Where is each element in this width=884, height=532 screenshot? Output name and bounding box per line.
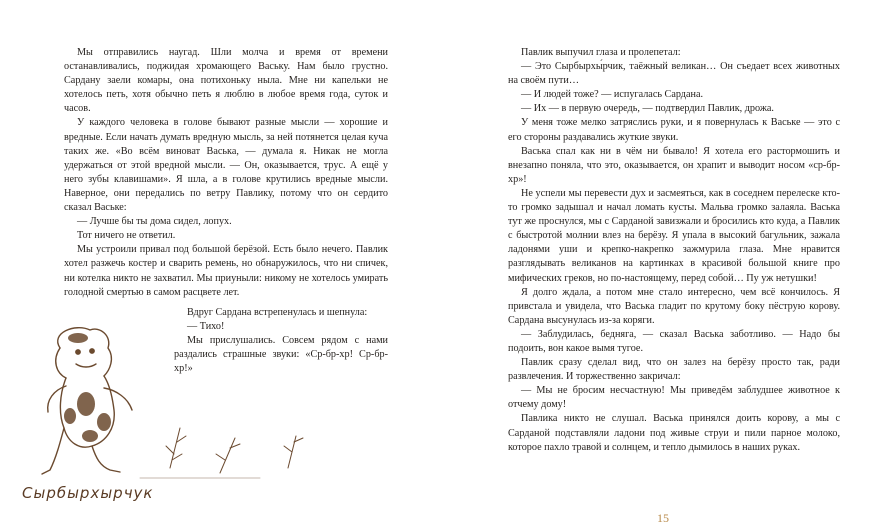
paragraph: У каждого человека в голове бывают разные мысли — хорошие и вредные. Если начать думать вредную мысль, за ней потянется целая куча таких же. «Во всём виноват Васька, — думала я. Никак не могла удержаться от этой вредной мысли. — Он, оказывается, трус. А ещё у него зубы клавишами». Я шла, а в голове крутились вредные мысли. Наверное, они передались по ветру Павлику, потому что он сердито сказал Ваське:	[64, 117, 388, 214]
paragraph: Тот ничего не ответил.	[77, 230, 176, 242]
right-text-column	[508, 46, 840, 455]
paragraph: У меня тоже мелко затряслись руки, и я повернулась к Ваське — это с его стороны раздавались жуткие звуки.	[508, 117, 840, 143]
paragraph: — И людей тоже? — испугалась Сардана.	[521, 89, 704, 101]
paragraph: — Тихо!	[187, 321, 225, 333]
page-number: 15	[657, 511, 669, 525]
illustration-caption: Сырбырхырчук	[22, 484, 154, 502]
right-page	[442, 0, 884, 532]
paragraph: — Мы не бросим несчастную! Мы приведём заблудшее животное к отчему дому!	[508, 385, 840, 411]
paragraph: Павлика никто не слушал. Васька принялся доить корову, а мы с Сарданой подставляли ладони под живые струи и пили парное молоко, которое пахло травой и солнцем, и тепло дымилось в наших руках.	[508, 413, 840, 453]
grass-sprigs-icon	[140, 428, 303, 478]
paragraph: Павлик выпучил глаза и пролепетал:	[521, 47, 681, 58]
paragraph: — Это Сырбырхы́рчик, таёжный великан… Он съедает всех животных на своём пути…	[508, 61, 840, 87]
paragraph: Павлик сразу сделал вид, что он залез на берёзу просто так, ради развлечения. И торжественно закричал:	[508, 357, 840, 383]
paragraph: — Лучше бы ты дома сидел, лопух.	[77, 216, 232, 228]
paragraph: Мы устроили привал под большой берёзой. Есть было нечего. Павлик хотел разжечь костер и сварить ремень, но обнаружилось, что ни спичек, ни котелка никто не захватил. Мы приуныли: никому не хотелось умирать голодной смертью в самом расцвете лет.	[64, 244, 388, 298]
paragraph: Мы прислушались. Совсем рядом с нами раздались страшные звуки: «Ср-бр-хр! Ср-бр-хр!»	[174, 335, 388, 375]
paragraph: — Заблудилась, бедняга, — сказал Васька заботливо. — Надо бы подоить, вон какое вымя тугое.	[508, 328, 840, 354]
paragraph: Не успели мы перевести дух и засмеяться, как в соседнем перелеске кто-то громко задышал и начал ломать кусты. Мальва громко залаяла. Васька тут же проснулся, мы с Сарданой завизжали и бросились кто куда, а Павлик с быстротой молнии влез на берёзу. Я упала в высокий багульник, зажала ладонями уши и крепко-накрепко зажмурила глаза. Мне нравится разглядывать великанов на картинках в красивой большой книге про мифических греков, но по-настоящему, перед собой… Пу уж нетушки!	[508, 187, 840, 284]
paragraph: Вдруг Сардана встрепенулась и шепнула:	[187, 307, 368, 318]
left-text-column	[64, 46, 388, 300]
paragraph: Я долго ждала, а потом мне стало интересно, чем всё кончилось. Я привстала и увидела, что Васька гладит по крутому боку пёструю корову. Сардана высунулась из-за коряги.	[508, 286, 840, 326]
paragraph: Мы отправились наугад. Шли молча и время от времени останавливались, поджидая хромающего Ваську. Нам было грустно. Сардану заели комары, она потихоньку ныла. Мне ни капельки не хотелось петь, хотя обычно петь я люблю в любое время года, суток и часов.	[64, 47, 388, 115]
paragraph: Васька спал как ни в чём ни бывало! Я хотела его растормошить и внезапно поняла, что это, оказывается, он храпит и выводит носом «ср-бр-хр»!	[508, 145, 840, 185]
paragraph: — Их — в первую очередь, — подтвердил Павлик, дрожа.	[521, 103, 774, 115]
giant-illustration	[20, 318, 320, 488]
